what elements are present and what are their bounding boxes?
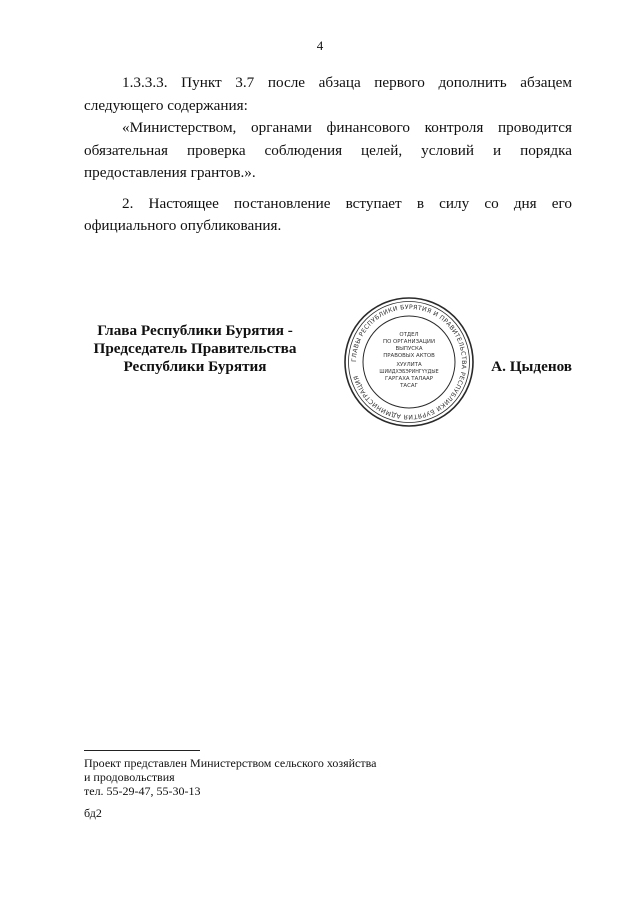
- seal-center-line: ВЫПУСКА: [395, 346, 423, 352]
- seal-center-line: ШИИДХЭБЭРИНГҮҮДЫЕ: [379, 370, 439, 375]
- footer-note: [84, 756, 376, 798]
- paragraph-amendment: 1.3.3.3. Пункт 3.7 после абзаца первого дополнить абзацем следующего содержания:: [84, 74, 572, 114]
- body-text: [84, 72, 572, 238]
- footer-divider: [84, 750, 200, 751]
- signatory-position-line: Глава Республики Бурятия -: [97, 322, 293, 339]
- signatory-position-line: Республики Бурятия: [123, 358, 267, 375]
- seal-center-line: ПО ОРГАНИЗАЦИИ: [383, 339, 435, 345]
- seal-center-line: ПРАВОВЫХ АКТОВ: [383, 353, 435, 359]
- seal-ring-text: ГЛАВЫ РЕСПУБЛИКИ БУРЯТИЯ И ПРАВИТЕЛЬСТВА РЕСПУБЛИКИ БУРЯТИЯ АДМИНИСТРАЦИЯ: [350, 303, 468, 421]
- footer-line: Проект представлен Министерством сельского хозяйства: [84, 756, 377, 770]
- footer-line: и продовольствия: [84, 770, 175, 784]
- signatory-name: А. Цыденов: [491, 358, 572, 375]
- official-seal-icon: [343, 296, 475, 428]
- paragraph-entry-into-force: 2. Настоящее постановление вступает в силу со дня его официального опубликования.: [84, 194, 572, 234]
- signatory-position: [84, 322, 306, 376]
- seal-center-line: ОТДЕЛ: [399, 332, 419, 338]
- page-number: 4: [316, 38, 324, 53]
- seal-center-line: ХУУЛИТА: [396, 362, 422, 368]
- seal-center-line: ГАРГАХА ТАЛААР: [385, 376, 433, 382]
- footer-line: тел. 55-29-47, 55-30-13: [84, 784, 201, 798]
- document-code: бд2: [84, 806, 102, 820]
- paragraph-quoted-text: «Министерством, органами финансового контроля проводится обязательная проверка соблюдения целей, условий и порядка предоставления грантов.».: [84, 119, 572, 181]
- signatory-position-line: Председатель Правительства: [93, 340, 297, 357]
- seal-center-line: ТАСАГ: [400, 383, 418, 389]
